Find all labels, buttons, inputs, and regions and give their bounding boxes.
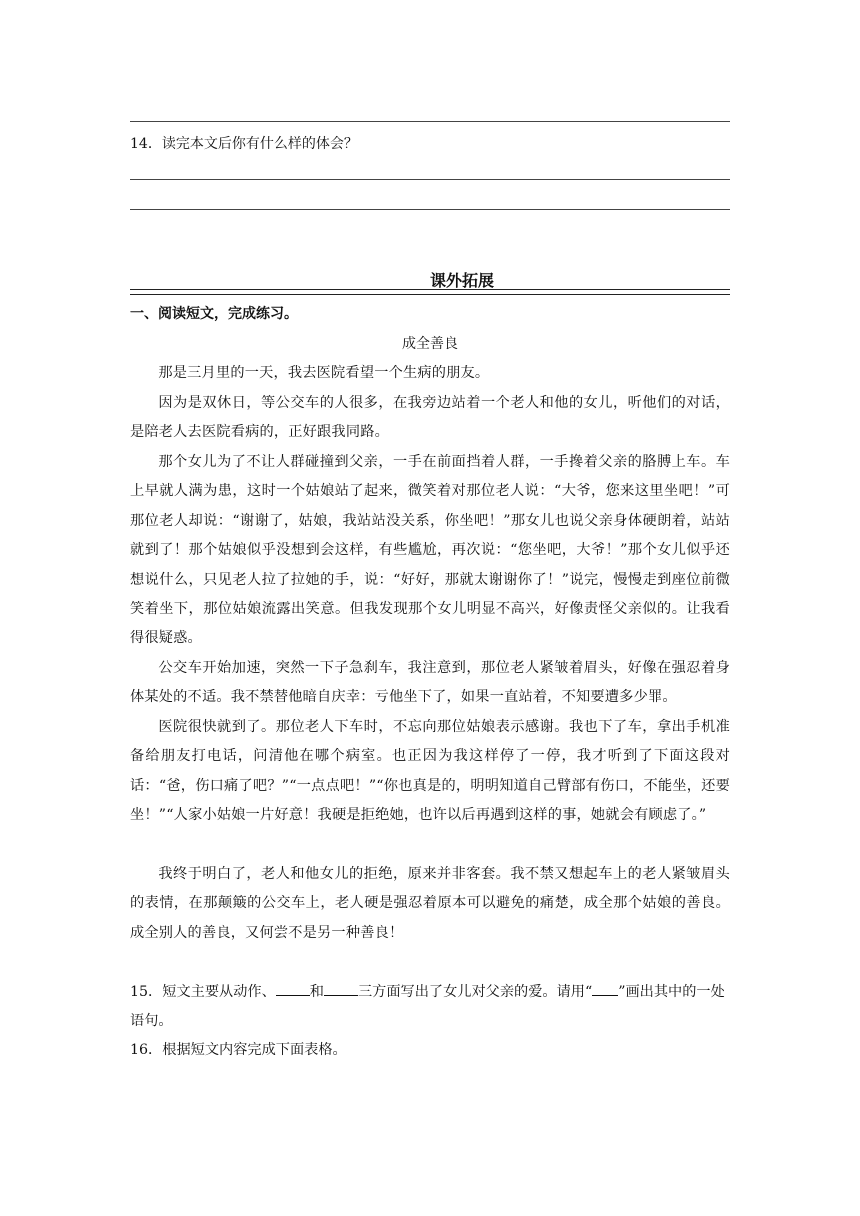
section-title: 课外拓展 [429, 271, 494, 290]
story-paragraph: 医院很快就到了。那位老人下车时，不忘向那位姑娘表示感谢。我也下了车，拿出手机准备给朋友打电话，问清他在哪个病室。也正因为我这样停了一停，我才听到了下面这段对话：“爸，伤口痛了吧？”“一点点吧！”“你也真是的，明明知道自己臂部有伤口，不能坐，还要坐！”“人家小姑娘一片好意！我硬是拒绝她，也许以后再遇到这样的事，她就会有顾虑了。” [130, 719, 730, 824]
question-text: 根据短文内容完成下面表格。 [162, 1042, 347, 1058]
question-number: 14． [130, 136, 162, 152]
question-16 [130, 1036, 730, 1065]
question-number: 16． [130, 1042, 163, 1058]
fill-blank[interactable] [324, 981, 358, 996]
question-text: 短文主要从动作、 [162, 984, 276, 1000]
story-paragraph: 我终于明白了，老人和他女儿的拒绝，原来并非客套。我不禁又想起车上的老人紧皱眉头的表情，在那颠簸的公交车上，老人硬是强忍着原本可以避免的痛楚，成全那个姑娘的善良。成全别人的善良，又何尝不是另一种善良！ [130, 866, 730, 941]
fill-blank[interactable] [276, 981, 310, 996]
underline-sample [592, 981, 618, 996]
question-text: 读完本文后你有什么样的体会？ [161, 136, 358, 152]
question-text: ”画出其中的一处语句。 [130, 984, 725, 1029]
question-text: 三方面写出了女儿对父亲的爱。请用“ [357, 984, 593, 1000]
question-text: 和 [309, 984, 324, 1000]
answer-line [130, 121, 730, 122]
answer-line[interactable] [130, 179, 730, 180]
question-14 [130, 134, 730, 154]
story-paragraph: 公交车开始加速，突然一下子急刹车，我注意到，那位老人紧皱着眉头，好像在强忍着身体某处的不适。我不禁替他暗自庆幸：亏他坐下了，如果一直站着，不知要遭多少罪。 [130, 660, 730, 706]
section-divider [130, 289, 730, 295]
question-15 [130, 978, 730, 1036]
story-paragraph: 那是三月里的一天，我去医院看望一个生病的朋友。 [158, 365, 490, 381]
part-heading: 一、阅读短文，完成练习。 [130, 306, 298, 322]
answer-line[interactable] [130, 209, 730, 210]
story-title: 成全善良 [402, 336, 458, 352]
story-paragraph: 因为是双休日，等公交车的人很多，在我旁边站着一个老人和他的女儿，听他们的对话，是陪老人去医院看病的，正好跟我同路。 [130, 395, 730, 441]
story-paragraph: 那个女儿为了不让人群碰撞到父亲，一手在前面挡着人群，一手搀着父亲的胳膊上车。车上早就人满为患，这时一个姑娘站了起来，微笑着对那位老人说：“大爷，您来这里坐吧！”可那位老人却说：“谢谢了，姑娘，我站站没关系，你坐吧！”那女儿也说父亲身体硬朗着，站站就到了！那个姑娘似乎没想到会这样，有些尴尬，再次说：“您坐吧，大爷！”那个女儿似乎还想说什么，只见老人拉了拉她的手，说：“好好，那就太谢谢你了！”说完，慢慢走到座位前微笑着坐下，那位姑娘流露出笑意。但我发现那个女儿明显不高兴，好像责怪父亲似的。让我看得很疑惑。 [130, 454, 730, 647]
question-number: 15． [130, 984, 163, 1000]
